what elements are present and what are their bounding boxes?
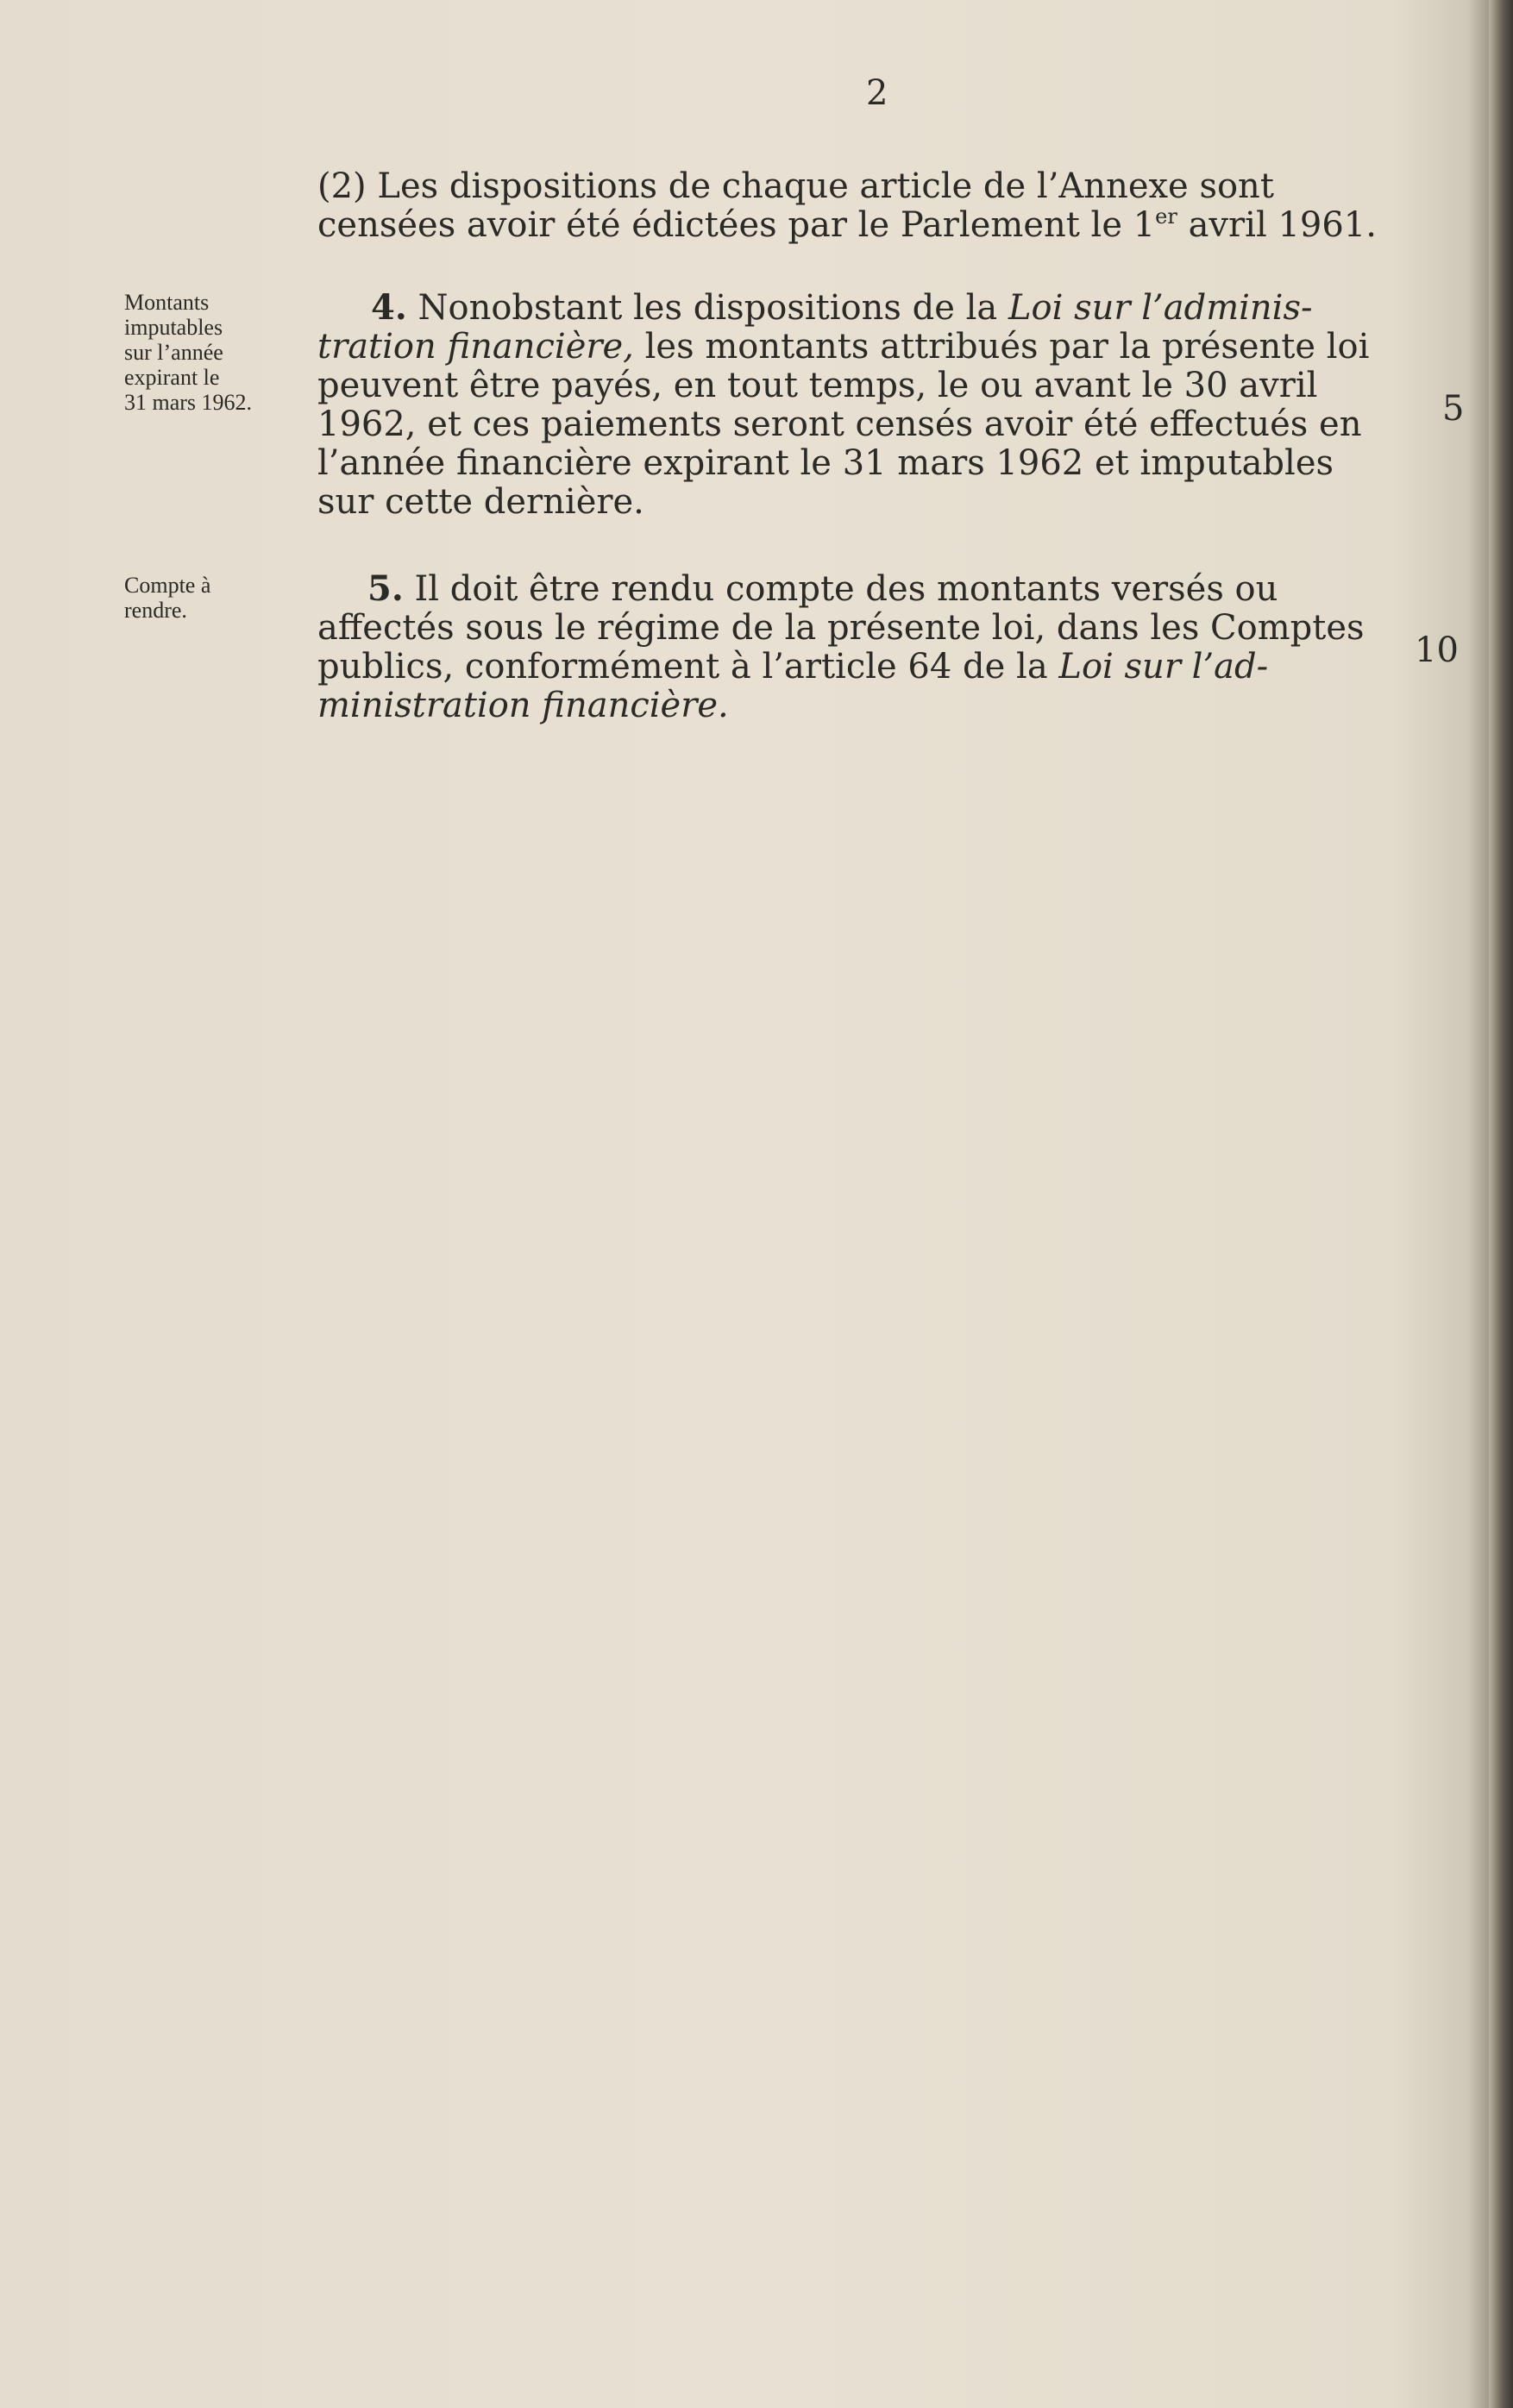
- sidenote-compte-a-rendre: [124, 573, 305, 623]
- sidenote-4-line-4: expirant le: [124, 365, 220, 390]
- section-5-line-3: [317, 648, 1413, 687]
- paragraph-2-line-2: [317, 206, 1413, 245]
- page-number: 2: [866, 73, 888, 113]
- paragraph-2-line-2-text: censées avoir été édictées par le Parlement le 1: [317, 205, 1156, 245]
- paragraph-2-line-1: [317, 167, 1413, 206]
- section-4-line-5: l’année financière expirant le 31 mars 1962 et imputables: [317, 443, 1334, 483]
- superscript-er: er: [1155, 204, 1177, 229]
- section-4-line-1: [317, 288, 1413, 328]
- section-5-line-4: [317, 687, 1413, 725]
- section-4-line-4: 1962, et ces paiements seront censés avoir été effectués en: [317, 404, 1362, 444]
- section-4-line-2-text: les montants attribués par la présente loi: [633, 327, 1370, 367]
- sidenote-4-line-5: 31 mars 1962.: [124, 390, 253, 415]
- section-5-line-2: affectés sous le régime de la présente loi, dans les Comptes: [317, 608, 1365, 648]
- paragraph-2: [317, 167, 1413, 245]
- sidenote-4-line-1: Montants: [124, 290, 210, 315]
- section-5-line-1: [317, 569, 1413, 609]
- section-5-line-3-text: publics, conformément à l’article 64 de la: [317, 647, 1059, 687]
- section-4-line-6: sur cette dernière.: [317, 482, 644, 522]
- sidenote-5-line-1: Compte à: [124, 573, 211, 598]
- line-number-5: 5: [1442, 389, 1465, 429]
- section-4: [317, 288, 1413, 522]
- section-4-line-1-italic: Loi sur l’adminis-: [1008, 288, 1313, 328]
- sidenote-4-line-3: sur l’année: [124, 340, 223, 365]
- section-4-line-2-italic: tration financière,: [317, 327, 634, 367]
- section-4-line-2: [317, 328, 1413, 367]
- sidenote-4-line-2: imputables: [124, 315, 223, 340]
- section-4-line-1-text: Nonobstant les dispositions de la: [406, 288, 1008, 328]
- section-5-line-1-text: Il doit être rendu compte des montants versés ou: [403, 569, 1278, 609]
- section-5-line-4-italic: ministration financière.: [317, 686, 729, 725]
- section-5: [317, 569, 1413, 725]
- section-4-number: 4.: [371, 287, 407, 328]
- paragraph-2-line-1-text: (2) Les dispositions de chaque article de l’Annexe sont: [317, 166, 1274, 206]
- paragraph-2-line-2-end: avril 1961.: [1188, 205, 1377, 245]
- sidenote-montants-imputables: [124, 290, 305, 415]
- sidenote-5-line-2: rendre.: [124, 598, 187, 623]
- section-5-number: 5.: [367, 568, 404, 609]
- section-5-line-3-italic: Loi sur l’ad-: [1058, 647, 1269, 687]
- line-number-10: 10: [1415, 630, 1459, 670]
- page-edge-shadow: [1489, 0, 1513, 2408]
- section-4-line-3: peuvent être payés, en tout temps, le ou avant le 30 avril: [317, 366, 1318, 405]
